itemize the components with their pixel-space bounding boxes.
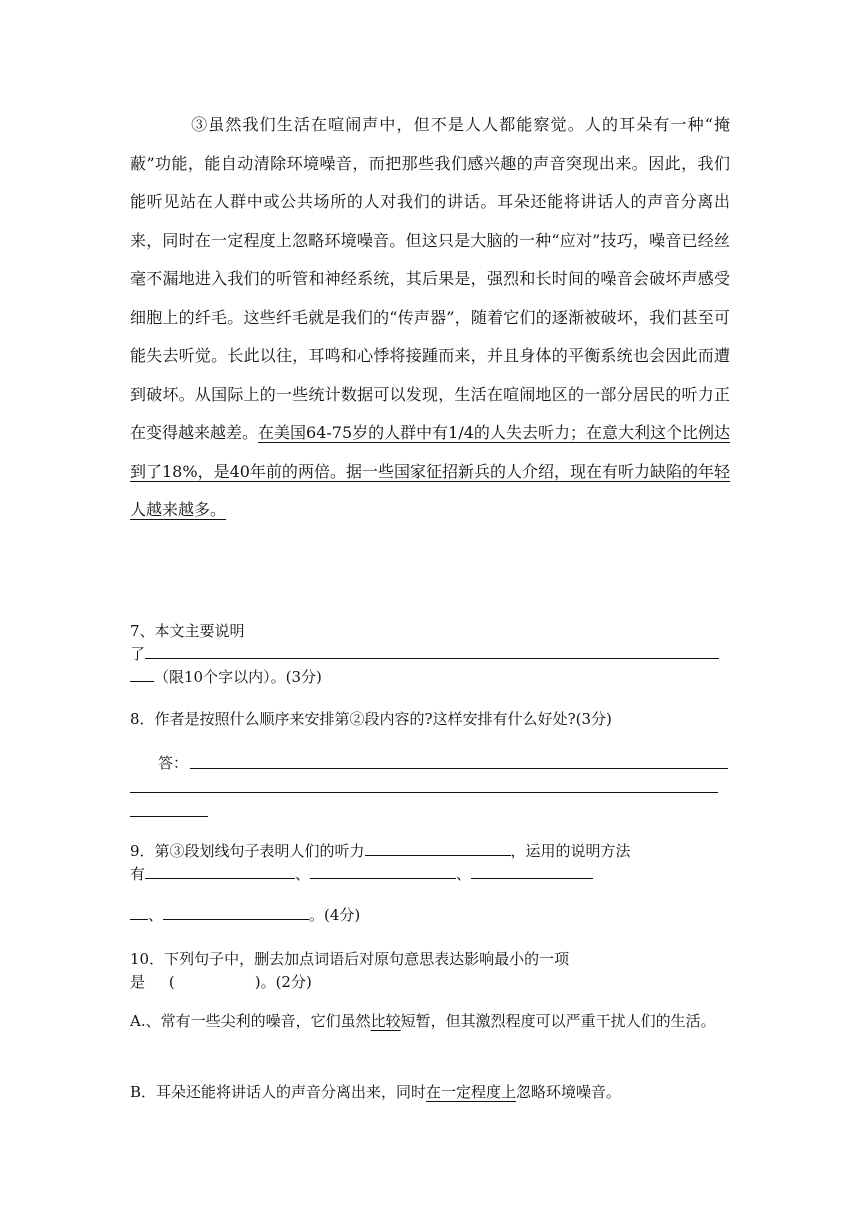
passage-paragraph-3	[130, 106, 730, 530]
q10-line1: 10．下列句子中，删去加点词语后对原句意思表达影响最小的一项	[130, 950, 570, 968]
q8-answer-line-1[interactable]	[190, 768, 728, 769]
question-10	[130, 948, 730, 994]
passage-text: ③虽然我们生活在喧闹声中，但不是人人都能察觉。人的耳朵有一种“掩蔽”功能，能自动清除环境噪音，而把那些我们感兴趣的声音突现出来。因此，我们能听见站在人群中或公共场所的人对我们的讲话。耳朵还能将讲话人的声音分离出来，同时在一定程度上忽略环境噪音。但这只是大脑的一种“应对”技巧，噪音已经丝毫不漏地进入我们的听管和神经系统，其后果是，强烈和长时间的噪音会破坏声感受细胞上的纤毛。这些纤毛就是我们的“传声器”，随着它们的逐渐被破坏，我们甚至可能失去听觉。长此以往，耳鸣和心悸将接踵而来，并且身体的平衡系统也会因此而遭到破坏。从国际上的一些统计数据可以发现，生活在喧闹地区的一部分居民的听力正在变得越来越差。	[130, 115, 730, 442]
q8-answer-line-3[interactable]	[130, 816, 208, 817]
q9-method-blank-3[interactable]	[471, 864, 593, 879]
q7-answer-blank[interactable]	[145, 644, 719, 659]
q10-line2-prefix: 是	[130, 973, 146, 991]
q8-text: 8．作者是按照什么顺序来安排第②段内容的?这样安排有什么好处?(3分)	[130, 710, 612, 728]
q9-line2	[130, 863, 730, 886]
q9-method-blank-2[interactable]	[310, 864, 456, 879]
q9-line1	[130, 840, 730, 863]
question-9	[130, 840, 730, 886]
option-b-emphasis: 在一定程度上	[426, 1083, 517, 1101]
q7-line2	[130, 643, 730, 666]
option-b-text-after: 忽略环境噪音。	[516, 1083, 622, 1101]
question-8	[130, 708, 730, 731]
underlined-sentence: 在美国64-75岁的人群中有1/4的人失去听力；在意大利这个比例达到了18%，是40年前的两倍。据一些国家征招新兵的人介绍，现在有听力缺陷的年轻人越来越多。	[130, 423, 730, 519]
q7-line3-suffix: （限10个字以内）。(3分)	[154, 668, 322, 686]
option-a-text-before: A.、常有一些尖利的噪音，它们虽然	[130, 1012, 371, 1030]
q9-line1-suffix: ，运用的说明方法	[510, 842, 631, 860]
q9-hearing-blank[interactable]	[365, 841, 511, 856]
q9-line3-end: 。(4分)	[309, 906, 361, 924]
q7-line1: 7、本文主要说明	[130, 622, 245, 640]
q10-paren-open: (	[168, 973, 175, 991]
separator: 、	[295, 865, 311, 883]
question-7	[130, 620, 730, 689]
q8-answer-line-2[interactable]	[130, 792, 718, 793]
q7-line2-prefix: 了	[130, 645, 146, 663]
q9-line2-prefix: 有	[130, 865, 146, 883]
q9-method-blank-1[interactable]	[145, 864, 295, 879]
option-a-text-after: 短暂，但其激烈程度可以严重干扰人们的生活。	[400, 1012, 716, 1030]
q10-option-b	[130, 1081, 730, 1104]
option-a-emphasis: 比较	[370, 1012, 401, 1030]
q7-line3	[130, 666, 730, 689]
q7-answer-blank-cont[interactable]	[130, 667, 154, 682]
q10-option-a	[130, 1010, 730, 1033]
option-b-text-before: B．耳朵还能将讲话人的声音分离出来，同时	[130, 1083, 427, 1101]
q8-answer-label: 答：	[158, 754, 189, 772]
separator: 、	[456, 865, 472, 883]
q9-method-blank-4[interactable]	[163, 905, 309, 920]
q9-line3	[130, 904, 730, 927]
q9-method-blank-3-cont[interactable]	[130, 905, 148, 920]
q10-paren-close: )。(2分)	[254, 973, 312, 991]
q9-line1-prefix: 9．第③段划线句子表明人们的听力	[130, 842, 365, 860]
q10-line2	[130, 971, 730, 994]
separator: 、	[148, 906, 164, 924]
